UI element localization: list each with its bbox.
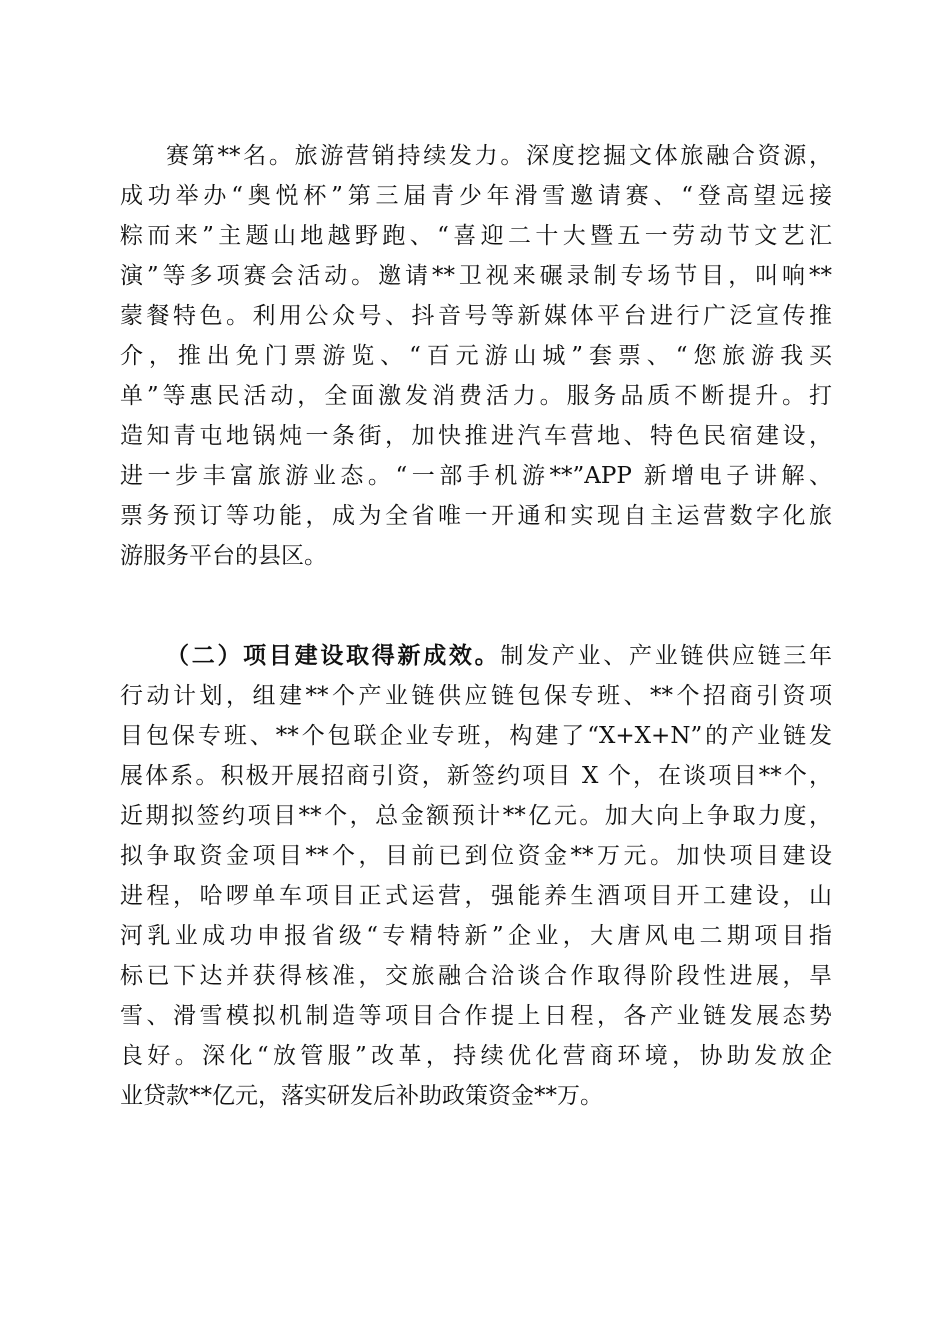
paragraph-2-line-1 xyxy=(166,636,832,676)
paragraph-1-line-6: 介，推出免门票游览、“百元游山城”套票、“您旅游我买 xyxy=(120,343,832,369)
paragraph-2-line-1-text: 制发产业、产业链供应链三年 xyxy=(500,643,833,669)
paragraph-2-line-9: 标已下达并获得核准，交旅融合洽谈合作取得阶段性进展，旱 xyxy=(120,963,832,989)
paragraph-2-line-12: 业贷款**亿元，落实研发后补助政策资金**万。 xyxy=(120,1083,603,1109)
paragraph-1-line-10: 票务预订等功能，成为全省唯一开通和实现自主运营数字化旅 xyxy=(120,503,832,529)
paragraph-2-line-3: 目包保专班、**个包联企业专班，构建了“X+X+N”的产业链发 xyxy=(120,723,832,749)
paragraph-1-line-1: 赛第**名。旅游营销持续发力。深度挖掘文体旅融合资源， xyxy=(166,143,832,169)
paragraph-1-line-4: 演”等多项赛会活动。邀请**卫视来碾录制专场节目，叫响** xyxy=(120,263,832,289)
paragraph-1-line-7: 单”等惠民活动，全面激发消费活力。服务品质不断提升。打 xyxy=(120,383,832,409)
paragraph-1-line-3: 粽而来”主题山地越野跑、“喜迎二十大暨五一劳动节文艺汇 xyxy=(120,223,832,249)
paragraph-2-line-7: 进程，哈啰单车项目正式运营，强能养生酒项目开工建设，山 xyxy=(120,883,832,909)
paragraph-1-line-8: 造知青屯地锅炖一条街，加快推进汽车营地、特色民宿建设， xyxy=(120,423,832,449)
paragraph-1-line-2: 成功举办“奥悦杯”第三届青少年滑雪邀请赛、“登高望远接 xyxy=(120,183,832,209)
paragraph-2-line-11: 良好。深化“放管服”改革，持续优化营商环境，协助发放企 xyxy=(120,1043,832,1069)
paragraph-1-line-5: 蒙餐特色。利用公众号、抖音号等新媒体平台进行广泛宣传推 xyxy=(120,303,832,329)
paragraph-1-line-11: 游服务平台的县区。 xyxy=(120,543,327,569)
paragraph-2-line-10: 雪、滑雪模拟机制造等项目合作提上日程，各产业链发展态势 xyxy=(120,1003,832,1029)
paragraph-2-line-4: 展体系。积极开展招商引资，新签约项目 X 个，在谈项目**个， xyxy=(120,763,832,789)
section-heading: （二）项目建设取得新成效。 xyxy=(166,642,501,669)
paragraph-2-line-2: 行动计划，组建**个产业链供应链包保专班、**个招商引资项 xyxy=(120,683,832,709)
paragraph-1-line-9: 进一步丰富旅游业态。“一部手机游**”APP 新增电子讲解、 xyxy=(120,463,832,489)
paragraph-2-line-6: 拟争取资金项目**个，目前已到位资金**万元。加快项目建设 xyxy=(120,843,832,869)
paragraph-2-line-8: 河乳业成功申报省级“专精特新”企业，大唐风电二期项目指 xyxy=(120,923,832,949)
paragraph-2-line-5: 近期拟签约项目**个，总金额预计**亿元。加大向上争取力度， xyxy=(120,803,832,829)
